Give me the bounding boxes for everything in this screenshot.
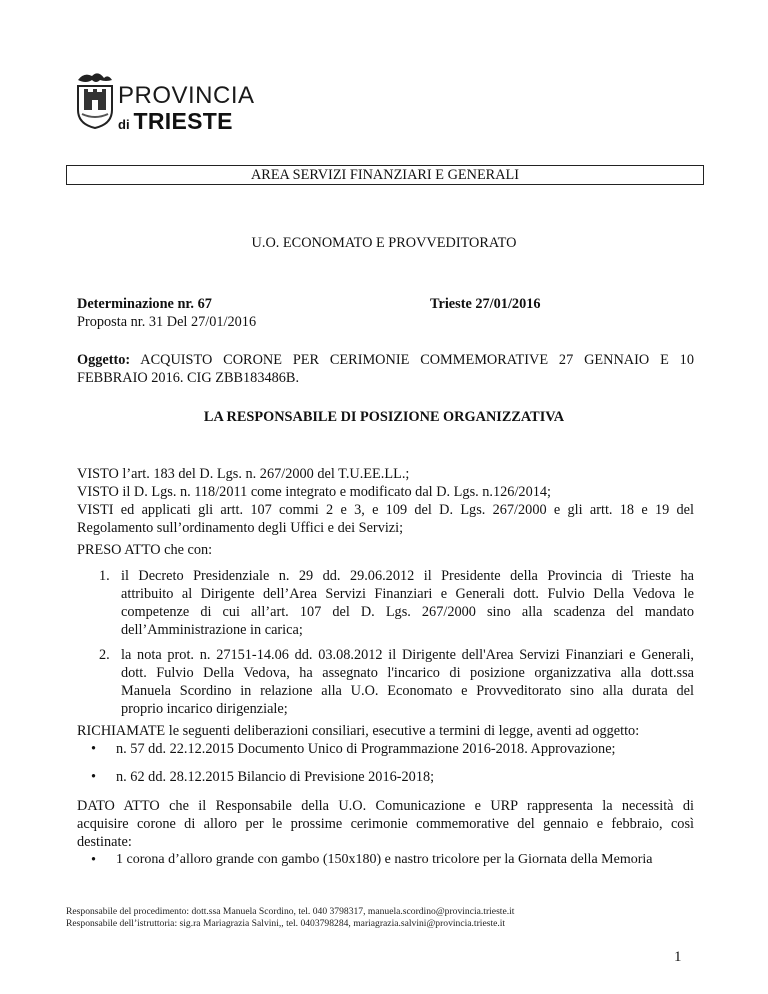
preso-atto-intro: PRESO ATTO che con: [77, 542, 213, 558]
role-title: LA RESPONSABILE DI POSIZIONE ORGANIZZATIVA [203, 409, 565, 425]
list-item-line: dell’Amministrazione in carica; [121, 622, 303, 638]
list-item-line: Manuela Scordino in relazione alla U.O. Economato e Provveditorato sino alla durata del [121, 683, 694, 699]
bullet-text: n. 57 dd. 22.12.2015 Documento Unico di Programmazione 2016-2018. Approvazione; [116, 741, 616, 757]
logo-text [118, 84, 255, 133]
subject-label: Oggetto: [77, 352, 131, 368]
subject-line-1 [77, 351, 694, 369]
subject-text-1: ACQUISTO CORONE PER CERIMONIE COMMEMORATIVE 27 GENNAIO E 10 [140, 352, 694, 368]
dato-atto-line-2: acquisire corone di alloro per le prossime cerimonie commemorative del gennaio e febbraio, così [77, 816, 694, 832]
list-item-line: proprio incarico dirigenziale; [121, 701, 288, 717]
list-item-line: competenze di cui all’art. 107 del D. Lgs. 267/2000 sino alla scadenza del mandato [121, 604, 694, 620]
subject-line-2: FEBBRAIO 2016. CIG ZBB183486B. [77, 370, 300, 386]
logo-di: di [118, 117, 130, 132]
determina-date: Trieste 27/01/2016 [430, 296, 541, 312]
dato-atto-line-1: DATO ATTO che il Responsabile della U.O. Comunicazione e URP rappresenta la necessità di [77, 798, 694, 814]
bullet-glyph: • [91, 769, 97, 785]
list-item-line: dott. Fulvio Della Vedova, ha assegnato l'incarico di posizione organizzativa alla dott.ssa [121, 665, 694, 681]
footer-procedimento: Responsabile del procedimento: dott.ssa Manuela Scordino, tel. 040 3798317, manuela.scordino@provincia.trieste.it [66, 906, 515, 917]
page-number: 1 [674, 949, 682, 965]
visto-line-1: VISTO l’art. 183 del D. Lgs. n. 267/2000 del T.U.EE.LL.; [77, 466, 410, 482]
richiamate-intro: RICHIAMATE le seguenti deliberazioni consiliari, esecutive a termini di legge, aventi ad oggetto: [77, 723, 640, 739]
determina-number: Determinazione nr. 67 [77, 296, 212, 312]
visto-line-2: VISTO il D. Lgs. n. 118/2011 come integrato e modificato dal D. Lgs. n.126/2014; [77, 484, 551, 500]
bullet-glyph: • [91, 741, 97, 757]
bullet-text: n. 62 dd. 28.12.2015 Bilancio di Previsione 2016-2018; [116, 769, 435, 785]
visto-line-3a: VISTI ed applicati gli artt. 107 commi 2 e 3, e 109 del D. Lgs. 267/2000 e gli artt. 18 e 19 del [77, 502, 694, 518]
visto-line-3b: Regolamento sull’ordinamento degli Uffici e dei Servizi; [77, 520, 404, 536]
area-header: AREA SERVIZI FINANZIARI E GENERALI [66, 165, 704, 185]
logo-trieste: TRIESTE [133, 108, 233, 134]
list-item-line: attribuito al Dirigente dell’Area Servizi Finanziari e Generali dott. Fulvio Della Vedova le [121, 586, 694, 602]
proposal-number: Proposta nr. 31 Del 27/01/2016 [77, 314, 257, 330]
list-item-number: 2. [99, 647, 110, 663]
list-item-number: 1. [99, 568, 110, 584]
list-item-line: il Decreto Presidenziale n. 29 dd. 29.06.2012 il Presidente della Provincia di Trieste ha [121, 568, 694, 584]
footer-istruttoria: Responsabile dell’istruttoria: sig.ra Mariagrazia Salvini,, tel. 0403798284, mariagrazia.salvini@provincia.trieste.it [66, 918, 506, 929]
dato-atto-line-3: destinate: [77, 834, 132, 850]
list-item-line: la nota prot. n. 27151-14.06 dd. 03.08.2012 il Dirigente dell'Area Servizi Finanziari e Generali, [121, 647, 694, 663]
bullet-text: 1 corona d’alloro grande con gambo (150x180) e nastro tricolore per la Giornata della Memoria [116, 852, 653, 867]
unit-header: U.O. ECONOMATO E PROVVEDITORATO [251, 235, 517, 251]
bullet-glyph: • [91, 852, 97, 868]
logo-provincia: PROVINCIA [118, 82, 255, 109]
